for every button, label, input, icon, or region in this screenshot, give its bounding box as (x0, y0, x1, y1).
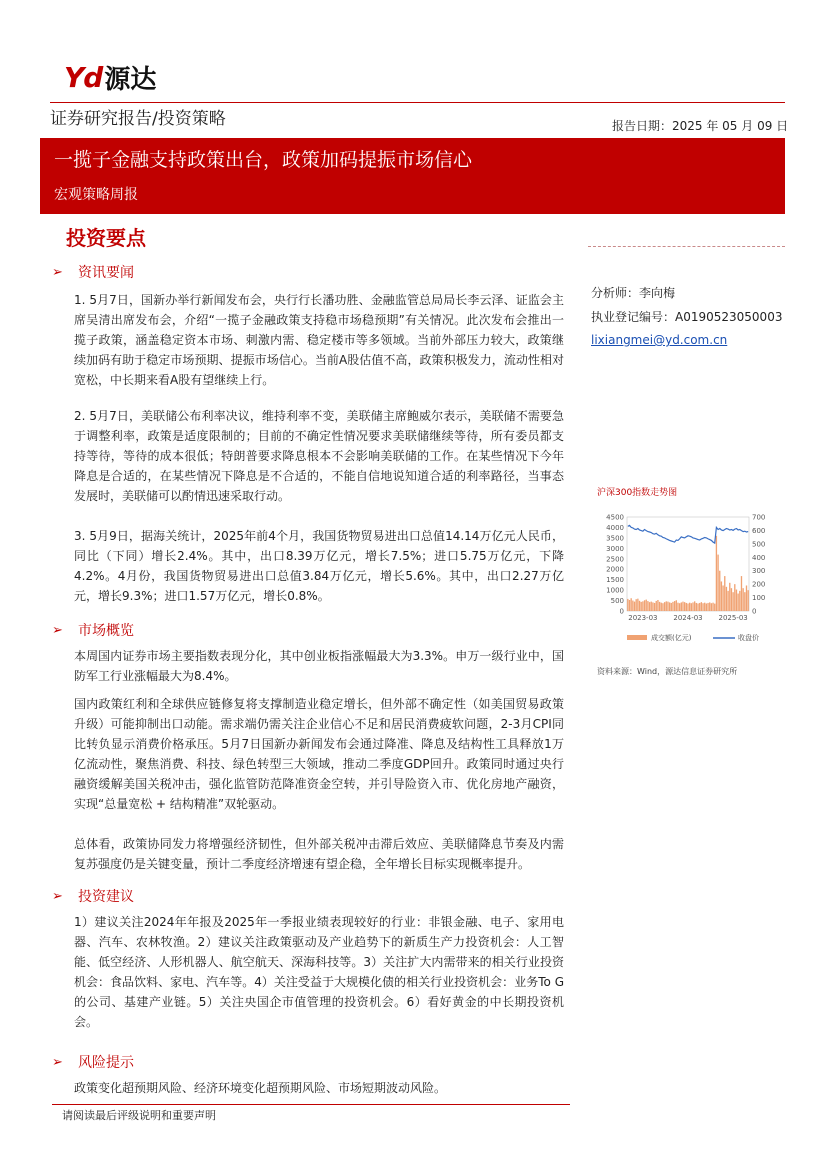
volume-bar (637, 599, 638, 611)
volume-bar (646, 600, 647, 611)
volume-bar (731, 588, 732, 611)
volume-bar (659, 602, 660, 611)
right-tick-label: 700 (752, 513, 766, 522)
volume-bar (696, 603, 697, 611)
volume-bar (721, 581, 722, 611)
chart-source: 资料来源：Wind，源达信息证券研究所 (597, 667, 738, 676)
volume-bar (747, 590, 748, 611)
volume-bar (634, 602, 635, 611)
analyst-license: 执业登记编号：A0190523050003 (591, 310, 783, 324)
legend-swatch-volume (627, 635, 647, 640)
left-axis (606, 514, 624, 616)
report-subtitle: 宏观策略周报 (54, 187, 138, 203)
volume-bar (716, 536, 717, 611)
volume-bar (682, 602, 683, 611)
market-paragraph: 国内政策红利和全球供应链修复将支撑制造业稳定增长，但外部不确定性（如美国贸易政策升级）可能抑制出口动能。需求端仍需关注企业信心不足和居民消费疲软问题，2-3月CPI同比转负显示消费价格承压。5月7日国新办新闻发布会通过降准、降息及结构性工具释放1万亿流动性，聚焦消费、科技、绿色转型三大领域，推动二季度GDP回升。政策同时通过央行融资缓解美国关税冲击，强化监管防范降准资金空转，并引导险资入市、优化房地产融资，实现“总量宽松 + 结构精准”双轮驱动。 (74, 697, 564, 811)
volume-bar (737, 594, 738, 611)
volume-bar (681, 602, 682, 611)
volume-bar (734, 584, 735, 611)
volume-bar (691, 603, 692, 611)
volume-bar (671, 603, 672, 611)
volume-bar (702, 603, 703, 611)
legend (627, 633, 759, 642)
analyst-email[interactable]: lixiangmei@yd.com.cn (591, 333, 728, 347)
section-news-header (52, 262, 134, 282)
right-tick-label: 500 (752, 540, 766, 549)
volume-bar (662, 603, 663, 611)
volume-bar (666, 601, 667, 611)
left-tick-label: 3500 (606, 534, 624, 543)
left-tick-label: 4500 (606, 513, 624, 522)
key-points-heading: 投资要点 (66, 226, 146, 250)
market-paragraph: 总体看，政策协同发力将增强经济韧性，但外部关税冲击滞后效应、美联储降息节奏及内需复苏强度仍是关键变量，预计二季度经济增速有望企稳，全年增长目标实现概率提升。 (74, 837, 564, 871)
volume-bar (661, 603, 662, 611)
x-axis (628, 614, 748, 622)
volume-bar (694, 601, 695, 611)
volume-bar (674, 601, 675, 611)
sidebar-divider (588, 246, 785, 247)
arrow-icon: ➢ (52, 264, 63, 280)
x-tick-label: 2024-03 (673, 614, 703, 622)
advice-paragraph: 1）建议关注2024年年报及2025年一季报业绩表现较好的行业：非银金融、电子、家用电器、汽车、农林牧渔。2）建议关注政策驱动及产业趋势下的新质生产力投资机会：人工智能、低空经济、人形机器人、航空航天、深海科技等。3）关注扩大内需带来的相关行业投资机会：食品饮料、家电、汽车等。4）关注受益于大规模化债的相关行业投资机会：业务To G的公司、基建产业链。5）关注央国企市值管理的投资机会。6）看好黄金的中长期投资机会。 (74, 915, 564, 1029)
x-tick-label: 2023-03 (628, 614, 658, 622)
volume-bar (647, 601, 648, 611)
footer-note: 请阅读最后评级说明和重要声明 (62, 1109, 216, 1122)
left-tick-label: 4000 (606, 523, 624, 532)
left-tick-label: 0 (619, 607, 624, 616)
volume-bar (687, 603, 688, 611)
section-title: 风险提示 (78, 1055, 134, 1071)
volume-bar (642, 601, 643, 611)
volume-bar (741, 576, 742, 611)
volume-bar (639, 601, 640, 611)
volume-bar (656, 601, 657, 611)
volume-bar (717, 555, 718, 611)
volume-bar (712, 603, 713, 611)
right-axis (752, 514, 765, 616)
close-price-line (628, 525, 748, 543)
volume-bar (644, 600, 645, 611)
volume-bar (676, 600, 677, 611)
left-tick-label: 1500 (606, 576, 624, 585)
volume-bar (652, 602, 653, 611)
volume-bar (699, 603, 700, 611)
right-tick-label: 400 (752, 553, 766, 562)
section-market-header (52, 620, 134, 640)
volume-bar (697, 603, 698, 611)
index-trend-chart (595, 507, 777, 647)
section-advice-header (52, 886, 134, 906)
volume-bar (722, 585, 723, 611)
left-tick-label: 500 (610, 597, 624, 606)
report-title: 一揽子金融支持政策出台，政策加码提振市场信心 (54, 149, 473, 171)
volume-bar (631, 598, 632, 611)
volume-bar (689, 603, 690, 611)
right-tick-label: 300 (752, 567, 766, 576)
volume-bar (679, 603, 680, 611)
header-divider (50, 102, 785, 103)
volume-bar (684, 602, 685, 611)
volume-bar (627, 599, 628, 611)
volume-bar (677, 603, 678, 611)
volume-bar (736, 590, 737, 611)
footer-divider (52, 1104, 570, 1105)
risk-paragraph: 政策变化超预期风险、经济环境变化超预期风险、市场短期波动风险。 (74, 1081, 447, 1095)
right-tick-label: 100 (752, 594, 766, 603)
volume-bar (686, 603, 687, 611)
volume-bar (709, 602, 710, 611)
volume-bar (632, 601, 633, 611)
volume-bar (704, 603, 705, 611)
legend-label-volume: 成交额(亿元) (651, 634, 692, 642)
report-category: 证券研究报告/投资策略 (50, 109, 226, 129)
volume-bar (739, 591, 740, 611)
news-paragraph: 3. 5月9日，据海关统计，2025年前4个月，我国货物贸易进出口总值14.14万亿元人民币，同比（下同）增长2.4%。其中，出口8.39万亿元，增长7.5%；进口5.75万亿元，下降4.2%。4月份，我国货物贸易进出口总值3.84万亿元，增长5.6%。其中，出口2.27万亿元，增长9.3%；进口1.57万亿元，增长0.8%。 (74, 529, 564, 603)
volume-bar (657, 600, 658, 611)
volume-bar (719, 571, 720, 611)
volume-bar (742, 588, 743, 611)
news-paragraph: 1. 5月7日，国新办举行新闻发布会，央行行长潘功胜、金融监管总局局长李云泽、证监会主席吴清出席发布会，介绍“一揽子金融政策支持稳市场稳预期”有关情况。此次发布会推出一揽子政策，涵盖稳定资本市场、刺激内需、稳定楼市等多领域。当前外部压力较大，政策继续加码有助于稳定市场预期、提振市场信心。当前A股估值不高，政策积极发力，流动性相对宽松，中长期来看A股有望继续上行。 (74, 293, 564, 387)
report-date: 报告日期：2025 年 05 月 09 日 (612, 119, 789, 133)
volume-bar (714, 604, 715, 611)
volume-bar (636, 599, 637, 611)
x-tick-label: 2025-03 (718, 614, 748, 622)
right-tick-label: 200 (752, 580, 766, 589)
arrow-icon: ➢ (52, 1054, 63, 1070)
volume-bar (692, 602, 693, 611)
plot-area (627, 517, 749, 611)
right-tick-label: 600 (752, 526, 766, 535)
market-paragraph: 本周国内证券市场主要指数表现分化，其中创业板指涨幅最大为3.3%。申万一级行业中，国防军工行业涨幅最大为8.4%。 (74, 649, 564, 683)
volume-bar (672, 602, 673, 611)
volume-bar (724, 576, 725, 611)
volume-bar (669, 602, 670, 611)
volume-bar (729, 583, 730, 611)
volume-bar (746, 585, 747, 611)
left-tick-label: 1000 (606, 586, 624, 595)
left-tick-label: 3000 (606, 544, 624, 553)
section-risk-header (52, 1052, 134, 1072)
section-title: 资讯要闻 (78, 265, 134, 281)
volume-bar (727, 591, 728, 611)
volume-bar (641, 602, 642, 611)
volume-bar (744, 592, 745, 611)
arrow-icon: ➢ (52, 888, 63, 904)
volume-bar (667, 602, 668, 611)
left-tick-label: 2500 (606, 555, 624, 564)
right-tick-label: 0 (752, 607, 757, 616)
chart-title: 沪深300指数走势图 (597, 488, 678, 498)
logo-mark: Yd (64, 60, 103, 94)
analyst-name: 分析师：李向梅 (591, 286, 676, 300)
volume-bar (654, 603, 655, 611)
volume-bar (706, 603, 707, 611)
volume-bar (664, 602, 665, 611)
arrow-icon: ➢ (52, 622, 63, 638)
logo-text: 源达 (104, 64, 157, 95)
volume-bar (701, 602, 702, 611)
legend-label-close: 收盘价 (738, 634, 759, 642)
volume-bar (629, 600, 630, 611)
volume-bar (732, 592, 733, 611)
volume-bar (707, 603, 708, 611)
volume-bar (711, 603, 712, 611)
volume-bar (726, 587, 727, 611)
section-title: 投资建议 (78, 889, 134, 905)
plot-frame (627, 517, 749, 611)
section-title: 市场概览 (78, 623, 134, 639)
volume-bar (651, 602, 652, 611)
news-paragraph: 2. 5月7日，美联储公布利率决议，维持利率不变，美联储主席鲍威尔表示，美联储不需要急于调整利率，政策是适度限制的；目前的不确定性情况要求美联储继续等待，所有委员都支持等待，等待的成本很低；特朗普要求降息根本不会影响美联储的工作。在某些情况下今年降息是合适的，在某些情况下降息是不合适的，不能自信地说知道合适的利率路径，当事态发展时，美联储可以酌情迅速采取行动。 (74, 409, 564, 503)
volume-bar (649, 602, 650, 611)
logo (64, 60, 156, 94)
left-tick-label: 2000 (606, 565, 624, 574)
